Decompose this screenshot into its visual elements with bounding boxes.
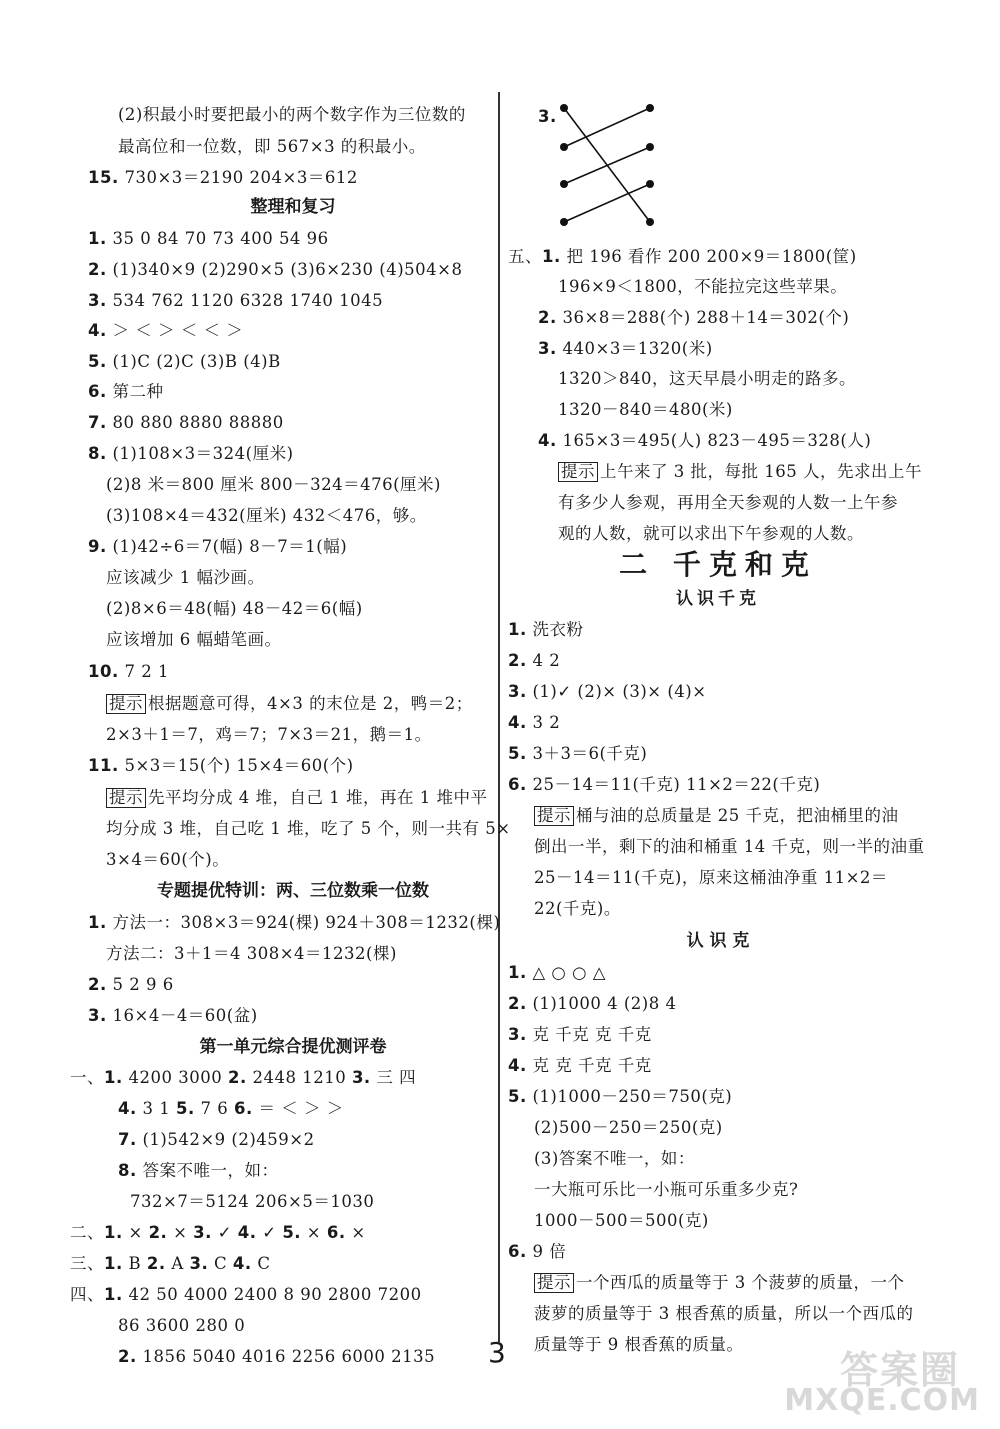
answer-5: 5. (1)C (2)C (3)B (4)B [88, 352, 281, 371]
test-part-4-q2: 2. 1856 5040 4016 2256 6000 2135 [118, 1347, 436, 1366]
hint-label: 提示 [106, 788, 146, 808]
text-line: 质量等于 9 根香蕉的质量。 [534, 1335, 744, 1354]
text-line: 应该减少 1 幅沙画。 [106, 568, 265, 587]
section-heading-kilogram: 认识千克 [676, 589, 760, 609]
g-4: 4. 克 克 千克 千克 [508, 1056, 652, 1075]
part-5-q2: 2. 36×8＝288(个) 288＋14＝302(个) [538, 308, 850, 327]
text-line: (2)8 米＝800 厘米 800－324＝476(厘米) [106, 475, 441, 494]
watermark [784, 1339, 980, 1419]
hint-line: 提示 一个西瓜的质量等于 3 个菠萝的质量，一个 [534, 1272, 905, 1294]
test-part-1: 一、1. 4200 3000 2. 2448 1210 3. 三 四 [70, 1068, 417, 1087]
text-line: (2)积最小时要把最小的两个数字作为三位数的 [118, 105, 466, 124]
kg-5: 5. 3＋3＝6(千克) [508, 744, 648, 763]
text-line: 196×9＜1800，不能拉完这些苹果。 [558, 277, 848, 296]
kg-3: 3. (1)✓ (2)× (3)× (4)× [508, 682, 707, 701]
kg-6: 6. 25－14＝11(千克) 11×2＝22(千克) [508, 775, 821, 794]
g-2: 2. (1)1000 4 (2)8 4 [508, 994, 677, 1013]
text-line: 倒出一半，剩下的油和桶重 14 千克，则一半的油重 [534, 837, 925, 856]
answer-11: 11. 5×3＝15(个) 15×4＝60(个) [88, 756, 354, 775]
kg-1: 1. 洗衣粉 [508, 620, 584, 639]
g-1: 1. △ ○ ○ △ [508, 963, 606, 982]
answer-3: 3. 534 762 1120 6328 1740 1045 [88, 291, 384, 310]
text-line: (2)500－250＝250(克) [534, 1118, 723, 1137]
g-3: 3. 克 千克 克 千克 [508, 1025, 652, 1044]
section-heading-gram: 认 识 克 [686, 931, 750, 951]
match-line [564, 147, 650, 184]
column-divider [498, 92, 500, 1342]
part-5-q4: 4. 165×3＝495(人) 823－495＝328(人) [538, 431, 872, 450]
chapter-heading: 二 千克和克 [619, 548, 817, 581]
section-heading-review: 整理和复习 [250, 197, 336, 217]
special-2: 2. 5 2 9 6 [88, 975, 174, 994]
answer-6: 6. 第二种 [88, 382, 164, 401]
special-3: 3. 16×4－4＝60(盆) [88, 1006, 258, 1025]
text-line: 有多少人参观，再用全天参观的人数一上午参 [558, 493, 898, 512]
answer-2: 2. (1)340×9 (2)290×5 (3)6×230 (4)504×8 [88, 260, 463, 279]
text-line: 最高位和一位数，即 567×3 的积最小。 [118, 137, 426, 156]
test-part-1-q8: 8. 答案不唯一，如： [118, 1161, 279, 1180]
text-line: 3×4＝60(个)。 [106, 850, 230, 869]
watermark-logo-text: 答案圈 [839, 1348, 960, 1392]
answer-10: 10. 7 2 1 [88, 662, 169, 681]
hint-line: 提示 上午来了 3 批，每批 165 人，先求出上午 [558, 461, 922, 483]
answer-7: 7. 80 880 8880 88880 [88, 413, 284, 432]
text-line: 732×7＝5124 206×5＝1030 [130, 1192, 375, 1211]
test-part-4: 四、1. 42 50 4000 2400 8 90 2800 7200 [70, 1285, 422, 1304]
watermark-url: MXQE.COM [784, 1383, 980, 1418]
match-line [564, 184, 650, 222]
text-line: 均分成 3 堆，自己吃 1 堆，吃了 5 个，则一共有 5× [106, 819, 511, 838]
text-line: 观的人数，就可以求出下午参观的人数。 [558, 524, 864, 543]
text-line: 应该增加 6 幅蜡笔画。 [106, 630, 282, 649]
test-part-2: 二、1. × 2. × 3. ✓ 4. ✓ 5. × 6. × [70, 1223, 366, 1242]
page-number: 3 [488, 1336, 506, 1369]
text-line: 2×3＋1＝7，鸡＝7；7×3＝21，鹅＝1。 [106, 725, 432, 744]
match-line [564, 108, 650, 147]
special-1: 1. 方法一：308×3＝924(棵) 924＋308＝1232(棵) [88, 913, 501, 932]
hint-line: 提示 桶与油的总质量是 25 千克，把油桶里的油 [534, 805, 899, 827]
text-line: 25－14＝11(千克)，原来这桶油净重 11×2＝ [534, 868, 888, 887]
kg-2: 2. 4 2 [508, 651, 561, 670]
text-line: 菠萝的质量等于 3 根香蕉的质量，所以一个西瓜的 [534, 1304, 914, 1323]
text-line: (2)8×6＝48(幅) 48－42＝6(幅) [106, 599, 363, 618]
answer-3-label: 3. [538, 107, 557, 126]
answer-1: 1. 35 0 84 70 73 400 54 96 [88, 229, 329, 248]
part-5-q1: 五、1. 把 196 看作 200 200×9＝1800(筐) [508, 247, 857, 266]
hint-label: 提示 [558, 462, 598, 482]
answer-8: 8. (1)108×3＝324(厘米) [88, 444, 294, 463]
kg-4: 4. 3 2 [508, 713, 561, 732]
hint-label: 提示 [534, 1273, 574, 1293]
text-line: 1000－500＝500(克) [534, 1211, 709, 1230]
test-part-1-q7: 7. (1)542×9 (2)459×2 [118, 1130, 315, 1149]
text-line: 22(千克)。 [534, 899, 621, 918]
hint-label: 提示 [534, 806, 574, 826]
text-line: 1320－840＝480(米) [558, 400, 733, 419]
answer-4: 4. ＞ ＜ ＞ ＜ ＜ ＞ [88, 321, 244, 340]
answer-9: 9. (1)42÷6＝7(幅) 8－7＝1(幅) [88, 537, 348, 556]
text-line: (3)答案不唯一，如： [534, 1149, 695, 1168]
test-part-3: 三、1. B 2. A 3. C 4. C [70, 1254, 271, 1273]
section-heading-unit-test: 第一单元综合提优测评卷 [199, 1037, 387, 1057]
test-part-1-cont: 4. 3 1 5. 7 6 6. ＝ ＜ ＞ ＞ [118, 1099, 344, 1118]
section-heading-special: 专题提优特训：两、三位数乘一位数 [157, 881, 429, 901]
g-6: 6. 9 倍 [508, 1242, 567, 1261]
hint-line: 提示 先平均分成 4 堆，自己 1 堆，再在 1 堆中平 [106, 787, 487, 809]
text-line: 方法二：3＋1＝4 308×4＝1232(棵) [106, 944, 397, 963]
g-5: 5. (1)1000－250＝750(克) [508, 1087, 733, 1106]
hint-line: 提示 根据题意可得，4×3 的末位是 2，鸭＝2； [106, 693, 473, 715]
text-line: 1320＞840，这天早晨小明走的路多。 [558, 369, 856, 388]
hint-label: 提示 [106, 694, 146, 714]
matching-lines-diagram [558, 100, 658, 230]
text-line: 86 3600 280 0 [118, 1316, 246, 1335]
text-line: 一大瓶可乐比一小瓶可乐重多少克? [534, 1180, 799, 1199]
part-5-q3: 3. 440×3＝1320(米) [538, 339, 713, 358]
text-line: (3)108×4＝432(厘米) 432＜476，够。 [106, 506, 427, 525]
answer-15: 15. 730×3＝2190 204×3＝612 [88, 168, 358, 187]
